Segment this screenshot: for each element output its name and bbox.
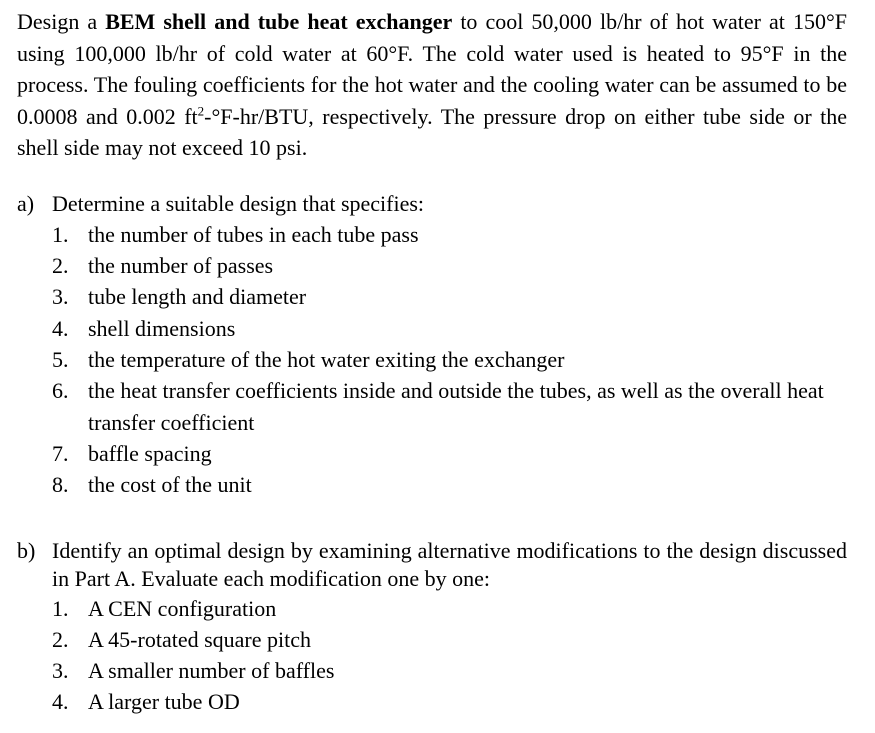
part-b-section (17, 537, 847, 717)
list-item-number: 1. (52, 596, 69, 621)
list-item (17, 655, 847, 686)
list-item (17, 624, 847, 655)
list-item (17, 250, 847, 281)
intro-text-1: Design a (17, 9, 106, 34)
list-item-number: 5. (52, 346, 69, 372)
list-item-text: the temperature of the hot water exiting the exchanger (88, 346, 565, 372)
list-item-number: 8. (52, 472, 69, 498)
list-item-number: 1. (52, 222, 69, 247)
intro-paragraph (17, 6, 847, 164)
part-a-text: Determine a suitable design that specifies: (52, 191, 425, 216)
list-item-text: baffle spacing (88, 441, 212, 467)
intro-text-2: to cool 50,000 lb/hr of hot water at 150°F using 100,000 lb/hr of cold water at 60°F. The cold water used is heated to 95°F in the process. The fouling coefficients for the hot water and the cooling water can be assumed to be 0.0008 and 0.002 ft (17, 9, 847, 129)
list-item-text: A CEN configuration (88, 596, 277, 621)
part-a-list (17, 219, 847, 500)
list-item (17, 686, 847, 717)
list-item (17, 375, 847, 438)
list-item-number: 7. (52, 441, 69, 467)
part-b-list (17, 593, 847, 717)
intro-text-3: -°F-hr/BTU, respectively. The pressure drop on either tube side or the shell side may not exceed 10 psi. (17, 103, 848, 160)
part-a-section (17, 188, 847, 500)
part-b-letter: b) (17, 538, 36, 563)
part-b-heading (17, 537, 847, 593)
list-item-number: 4. (52, 689, 69, 714)
list-item-number: 2. (52, 253, 69, 279)
intro-bold-text: BEM shell and tube heat exchanger (105, 9, 453, 34)
list-item (17, 281, 847, 312)
list-item (17, 219, 847, 250)
list-item-text: A larger tube OD (88, 689, 240, 714)
list-item-number: 4. (52, 315, 69, 341)
list-item (17, 469, 847, 500)
list-item-text: A smaller number of baffles (88, 658, 335, 683)
list-item-text: the number of passes (88, 253, 274, 279)
list-item-number: 3. (52, 284, 69, 310)
list-item (17, 344, 847, 375)
list-item-text: tube length and diameter (88, 284, 307, 310)
problem-statement (17, 6, 847, 164)
list-item-text: shell dimensions (88, 315, 236, 341)
list-item-number: 2. (52, 627, 69, 652)
part-a-letter: a) (17, 191, 35, 216)
list-item-number: 6. (52, 378, 69, 404)
list-item-number: 3. (52, 658, 69, 683)
intro-superscript: 2 (197, 103, 205, 119)
list-item (17, 593, 847, 624)
list-item-text: the heat transfer coefficients inside and outside the tubes, as well as the overall heat transfer coefficient (88, 378, 824, 435)
list-item-text: the cost of the unit (88, 472, 252, 498)
list-item (17, 313, 847, 344)
list-item-text: the number of tubes in each tube pass (88, 222, 419, 247)
list-item (17, 438, 847, 469)
part-a-heading (17, 188, 847, 219)
part-b-text: Identify an optimal design by examining alternative modifications to the design discussed in Part A. Evaluate each modification one by one: (52, 538, 847, 591)
list-item-text: A 45-rotated square pitch (88, 627, 311, 652)
